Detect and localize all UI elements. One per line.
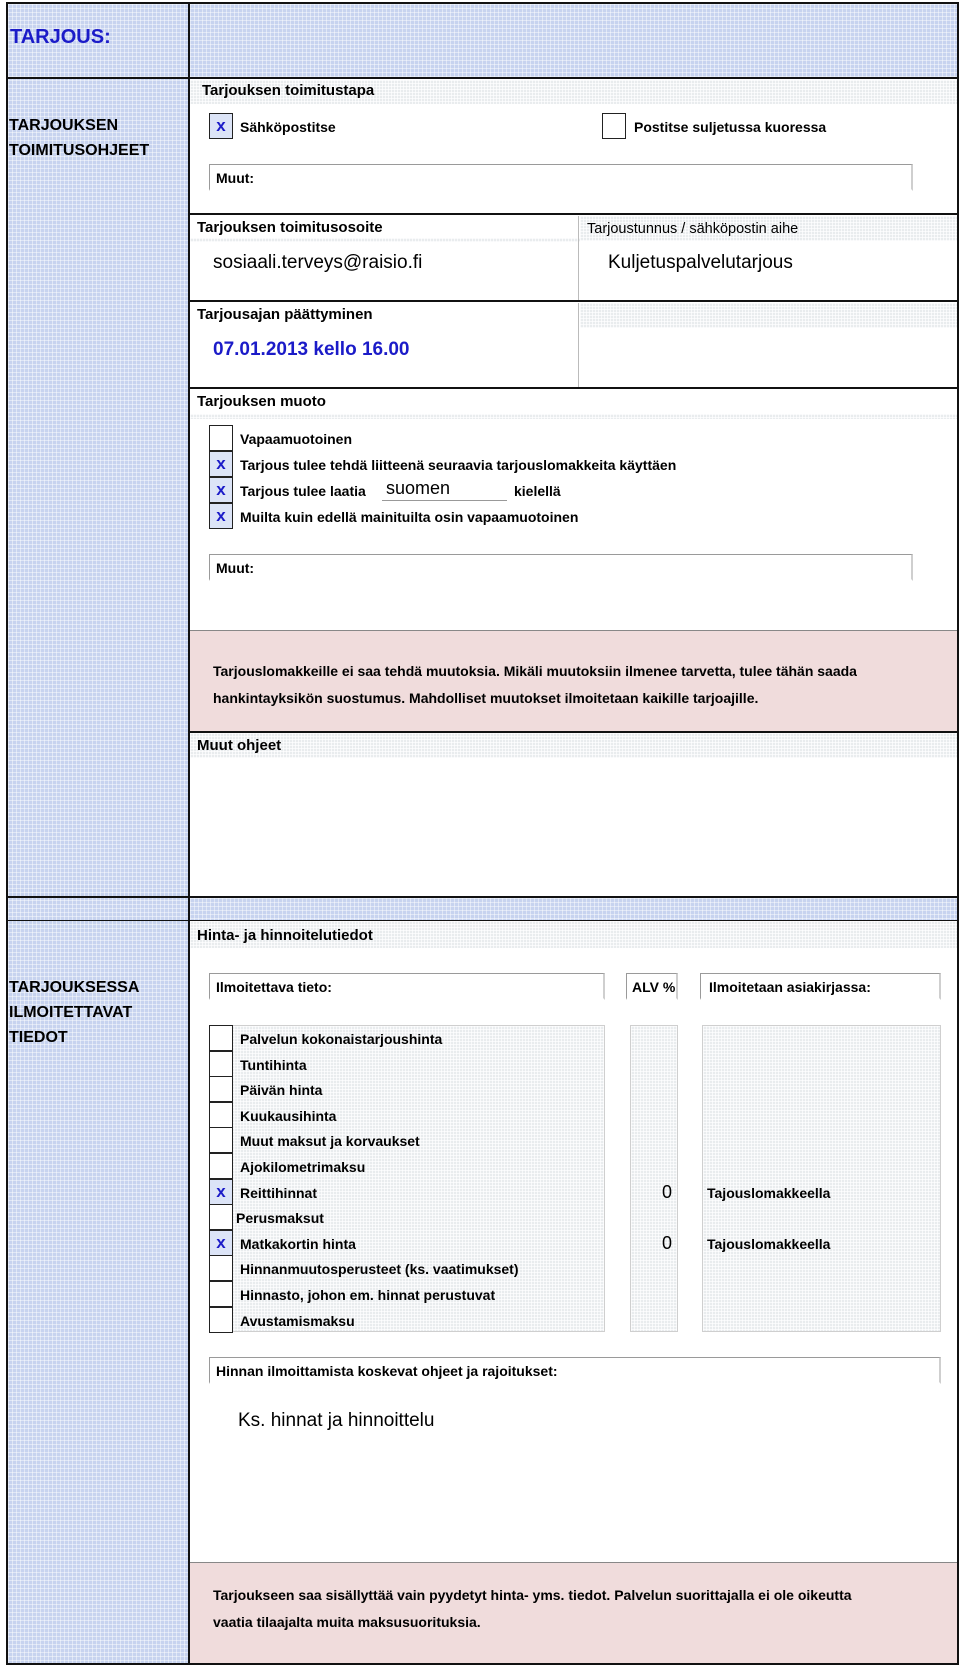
pricing-item-vat[interactable]: 0 [662,1182,673,1202]
delivery-other-label: Muut: [216,170,255,186]
mail-checkbox[interactable] [602,113,626,139]
pricing-side-label-2: ILMOITETTAVAT [9,1004,133,1021]
pricing-item-label: Kuukausihinta [240,1108,337,1124]
form-other-field[interactable] [209,554,913,581]
pricing-item-document[interactable]: Tajouslomakkeella [707,1185,831,1201]
form-notice-box [190,631,957,731]
pricing-item-checkbox[interactable] [209,1153,233,1179]
form-option-0-checkbox[interactable] [209,425,233,451]
page-title: TARJOUS: [10,26,111,48]
pricing-item-vat[interactable]: 0 [662,1233,673,1253]
left-column [8,4,188,1663]
col-info-label: Ilmoitettava tieto: [216,979,332,995]
pricing-item-label: Hinnanmuutosperusteet (ks. vaatimukset) [240,1261,519,1277]
deadline-title: Tarjousajan päättyminen [197,306,373,323]
price-instructions-title: Hinnan ilmoittamista koskevat ohjeet ja rajoitukset: [216,1363,558,1379]
check-mark-icon: x [216,1182,226,1201]
other-instructions-area[interactable] [190,760,957,896]
pricing-side-label-3: TIEDOT [9,1029,68,1046]
pricing-item-document[interactable]: Tajouslomakkeella [707,1236,831,1252]
subject-title: Tarjoustunnus / sähköpostin aihe [587,221,799,237]
delivery-side-label-1: TARJOUKSEN [9,117,119,134]
form-title: Tarjouksen muoto [197,393,326,410]
form-option-3-label: Muilta kuin edellä mainituilta osin vapaamuotoinen [240,509,579,525]
pricing-divider-band [190,898,957,920]
form-option-2-checkbox[interactable]: x [209,477,233,503]
pricing-item-label: Avustamismaksu [240,1313,355,1329]
pricing-item-label: Ajokilometrimaksu [240,1159,366,1175]
deadline-value: 07.01.2013 kello 16.00 [213,339,410,360]
pricing-notice-box [190,1563,957,1663]
form-notice-line-2: hankintayksikön suostumus. Mahdolliset muutokset ilmoitetaan kaikille tarjoajille. [213,690,759,706]
pricing-item-checkbox[interactable] [209,1127,233,1153]
header-bar [190,4,957,78]
form-option-1-label: Tarjous tulee tehdä liitteenä seuraavia tarjouslomakkeita käyttäen [240,457,677,473]
pricing-item-checkbox[interactable] [209,1281,233,1307]
price-instructions-value: Ks. hinnat ja hinnoittelu [238,1410,435,1431]
form-other-label: Muut: [216,560,255,576]
pricing-item-label: Tuntihinta [240,1057,307,1073]
form-option-2-label: Tarjous tulee laatia [240,483,366,499]
language-suffix: kielellä [514,483,561,499]
pricing-item-label: Matkakortin hinta [240,1236,356,1252]
pricing-item-label: Palvelun kokonaistarjoushinta [240,1031,443,1047]
pricing-item-label: Hinnasto, johon em. hinnat perustuvat [240,1287,496,1303]
form-notice-line-1: Tarjouslomakkeille ei saa tehdä muutoksia. Mikäli muutoksiin ilmenee tarvetta, tulee tähän saada [213,663,857,679]
pricing-item-label: Muut maksut ja korvaukset [240,1133,420,1149]
col-doc-label: Ilmoitetaan asiakirjassa: [709,979,871,995]
pricing-item-checkbox[interactable] [209,1255,233,1281]
pricing-title: Hinta- ja hinnoitelutiedot [197,927,373,944]
form-option-1-checkbox[interactable]: x [209,451,233,477]
pricing-item-checkbox[interactable] [209,1307,233,1333]
mail-option-label: Postitse suljetussa kuoressa [634,119,827,135]
pricing-notice-line-2: vaatia tilaajalta muita maksusuorituksia. [213,1614,481,1630]
pricing-item-label: Päivän hinta [240,1082,323,1098]
form-option-0-label: Vapaamuotoinen [240,431,353,447]
pricing-item-checkbox[interactable] [209,1204,233,1230]
form-option-3-checkbox[interactable]: x [209,503,233,529]
check-mark-icon: x [216,1233,226,1252]
pricing-item-checkbox[interactable] [209,1025,233,1051]
language-field[interactable] [382,477,507,501]
delivery-side-label-2: TOIMITUSOHJEET [9,142,150,159]
col-vat-label: ALV % [632,979,676,995]
email-checkbox[interactable]: x [209,113,233,139]
delivery-method-title: Tarjouksen toimitustapa [202,82,375,99]
pricing-item-checkbox[interactable] [209,1051,233,1077]
pricing-item-checkbox[interactable] [209,1230,233,1256]
other-instructions-title: Muut ohjeet [197,737,282,754]
pricing-item-checkbox[interactable] [209,1102,233,1128]
address-value: sosiaali.terveys@raisio.fi [213,252,423,273]
language-value: suomen [386,478,451,498]
pricing-item-checkbox[interactable] [209,1076,233,1102]
pricing-item-label: Reittihinnat [240,1185,317,1201]
address-title: Tarjouksen toimitusosoite [197,219,383,236]
pricing-notice-line-1: Tarjoukseen saa sisällyttää vain pyydetyt hinta- yms. tiedot. Palvelun suorittajalla ei ole oikeutta [213,1587,852,1603]
email-option-label: Sähköpostitse [240,119,336,135]
delivery-other-field[interactable] [209,164,913,191]
pricing-item-checkbox[interactable] [209,1179,233,1205]
subject-value: Kuljetuspalvelutarjous [608,252,793,273]
pricing-side-label-1: TARJOUKSESSA [9,979,140,996]
pricing-item-label: Perusmaksut [236,1210,324,1226]
